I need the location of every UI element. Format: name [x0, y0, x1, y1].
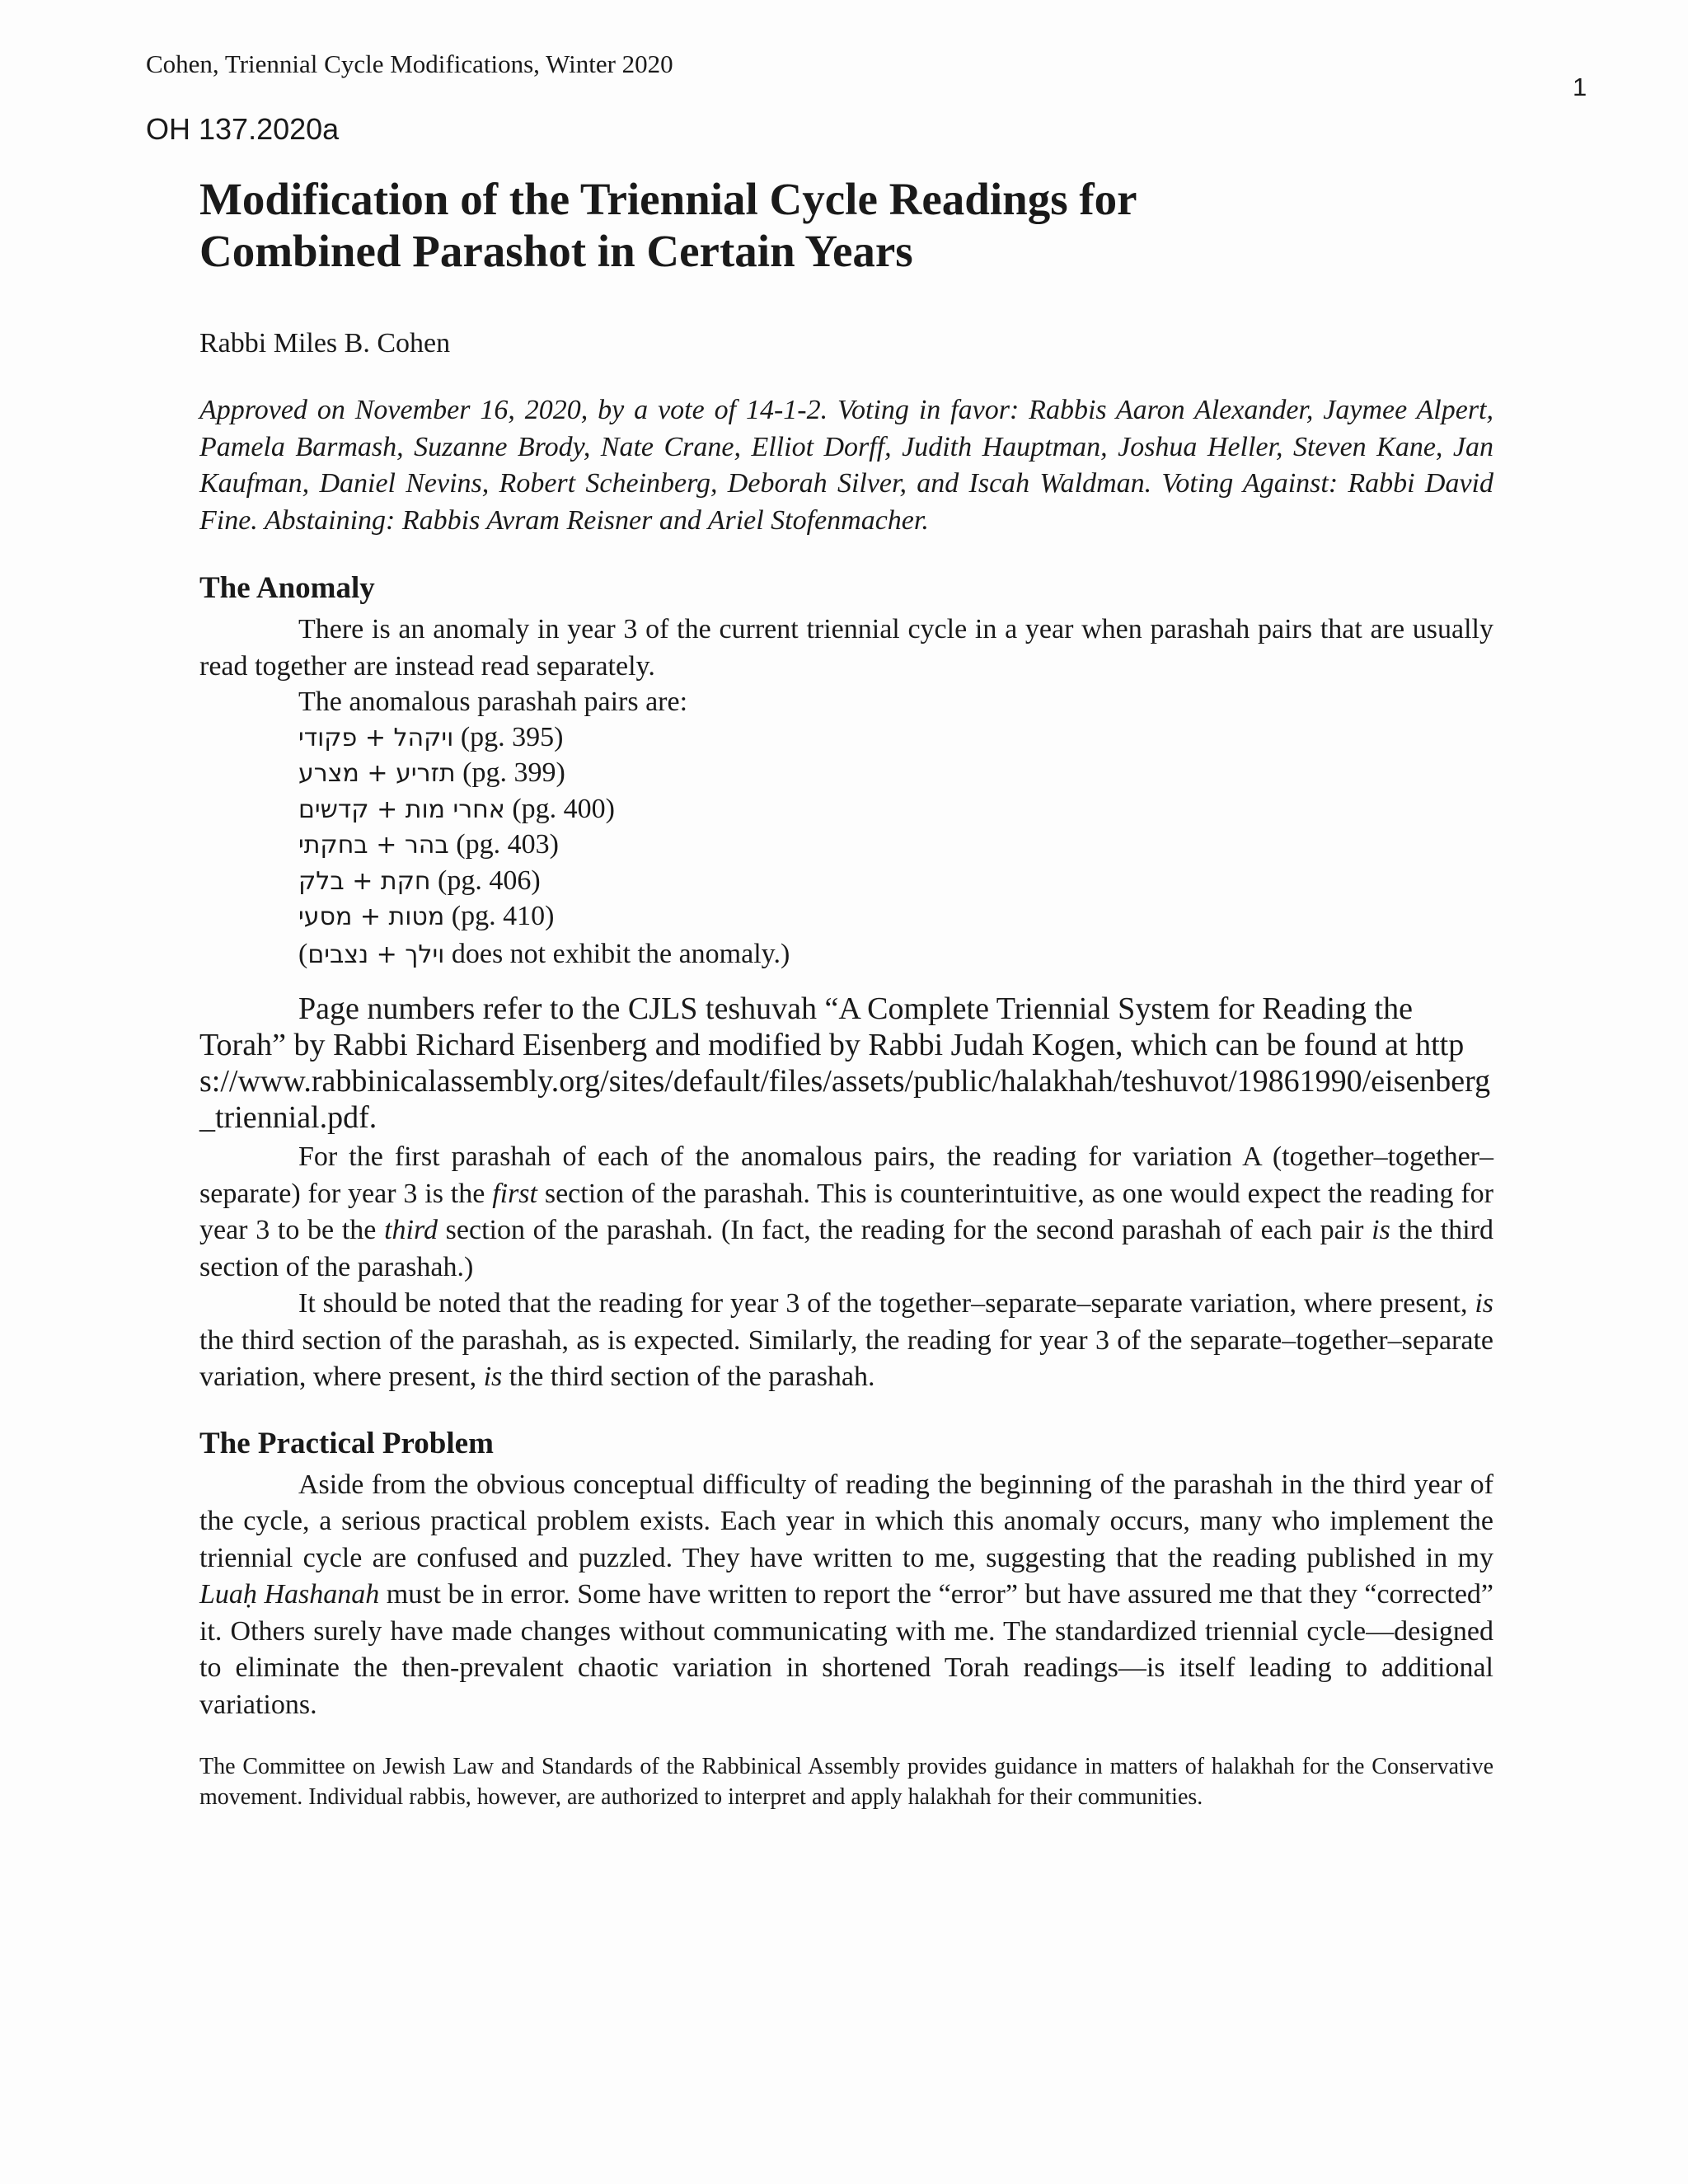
emphasis: is [483, 1361, 503, 1392]
approval-note: Approved on November 16, 2020, by a vote of 14-1-2. Voting in favor: Rabbis Aaron Alexander, Jaymee Alpert, Pamela Barmash, Suzanne Brody, Nate Crane, Elliot Dorff, Judith Hauptman, Joshua Heller, Steven Kane, Jan Kaufman, Daniel Nevins, Robert Scheinberg, Deborah Silver, and Iscah Waldman. Voting Against: Rabbi David Fine. Abstaining: Rabbis Avram Reisner and Ariel Stofenmacher. [199, 395, 1493, 536]
exception-note [298, 937, 1493, 973]
reference-url[interactable]: https://www.rabbinicalassembly.org/sites/default/files/assets/public/halakhah/teshuvot/19861990/eisenberg_triennial.pdf. [199, 1028, 1491, 1135]
anomaly-intro: There is an anomaly in year 3 of the current triennial cycle in a year when parashah pairs that are usually read together are instead read separately. [199, 614, 1493, 682]
emphasis: Luaḥ Hashanah [199, 1579, 380, 1610]
exception-open-paren: ( [298, 938, 308, 969]
anomaly-paragraph-3 [199, 1286, 1493, 1396]
running-head: Cohen, Triennial Cycle Modifications, Winter 2020 [146, 49, 673, 78]
text-run: section of the parashah. (In fact, the reading for the second parashah of each pair [437, 1215, 1372, 1245]
page-ref: (pg. 400) [512, 793, 615, 824]
emphasis: first [492, 1178, 537, 1209]
hebrew-pair: תזריע + מצרע [298, 759, 456, 788]
text-run: the third section of the parashah. [502, 1361, 875, 1392]
emphasis: is [1475, 1288, 1493, 1319]
list-item [298, 792, 1493, 828]
page-number: 1 [1573, 73, 1587, 101]
hebrew-pair: חקת + בלק [298, 866, 431, 896]
exception-text: does not exhibit the anomaly.) [444, 938, 790, 969]
text-run: Aside from the obvious conceptual difficulty of reading the beginning of the parashah in the third year of the cycle, a serious practical problem exists. Each year in which this anomaly occurs, many who implement the triennial cycle are confused and puzzled. They have written to me, suggesting that the reading published in my [199, 1469, 1493, 1573]
page-ref: (pg. 395) [460, 721, 564, 752]
section-heading-anomaly: The Anomaly [199, 571, 375, 605]
text-run: the third section of the parashah, as is expected. Similarly, the reading for year 3 of the separate–together–separate variation, where present, [199, 1324, 1493, 1392]
page-ref: (pg. 403) [456, 829, 559, 860]
list-item [298, 899, 1493, 935]
reference-text: Page numbers refer to the CJLS teshuvah “A Complete Triennial System for Reading the Torah” by Rabbi Richard Eisenberg and modified by Rabbi Judah Kogen, which can be found at [199, 991, 1413, 1062]
pairs-intro: The anomalous parashah pairs are: [298, 687, 688, 717]
list-item [298, 864, 1493, 900]
hebrew-pair: ויקהל + פקודי [298, 723, 454, 752]
document-body [199, 173, 1493, 1812]
practical-paragraph [199, 1467, 1493, 1724]
list-item [298, 756, 1493, 792]
text-run: section of the parashah. This is counterintuitive, as one would expect the reading for year 3 to be the [199, 1178, 1493, 1245]
list-item [298, 720, 1493, 757]
text-run: the third section of the parashah.) [199, 1215, 1493, 1282]
text-run: must be in error. Some have written to report the “error” but have assured me that they “corrected” it. Others surely have made changes without communicating with me. The standardized triennial cycle—designed to eliminate the then-prevalent chaotic variation in shortened Torah readings—is itself leading to additional variations. [199, 1579, 1494, 1720]
document-code: OH 137.2020a [146, 112, 340, 146]
page-title [199, 173, 1493, 277]
anomaly-paragraph-2 [199, 1139, 1493, 1286]
hebrew-pair: בהר + בחקתי [298, 831, 449, 860]
text-run: For the first parashah of each of the anomalous pairs, the reading for variation A (together–together–separate) for year 3 is the [199, 1141, 1493, 1209]
hebrew-pair: וילך + נצבים [307, 940, 445, 969]
hebrew-pair: מטות + מסעי [298, 902, 445, 931]
emphasis: is [1372, 1215, 1390, 1245]
emphasis: third [384, 1215, 438, 1245]
parashah-pairs-list [298, 685, 1493, 972]
reference-paragraph [199, 991, 1493, 1136]
page-ref: (pg. 410) [451, 901, 555, 931]
footer-disclaimer: The Committee on Jewish Law and Standards of the Rabbinical Assembly provides guidance in matters of halakhah for the Conservative movement. Individual rabbis, however, are authorized to interpret and apply halakhah for their communities. [199, 1754, 1493, 1810]
title-line-1: Modification of the Triennial Cycle Readings for [199, 174, 1137, 224]
hebrew-pair: אחרי מות + קדשים [298, 794, 505, 824]
page-ref: (pg. 399) [462, 757, 565, 788]
section-heading-practical-problem: The Practical Problem [199, 1426, 494, 1460]
title-line-2: Combined Parashot in Certain Years [199, 226, 913, 276]
page-ref: (pg. 406) [438, 865, 541, 896]
author: Rabbi Miles B. Cohen [199, 328, 451, 359]
text-run: It should be noted that the reading for year 3 of the together–separate–separate variation, where present, [298, 1288, 1475, 1319]
list-item [298, 827, 1493, 864]
